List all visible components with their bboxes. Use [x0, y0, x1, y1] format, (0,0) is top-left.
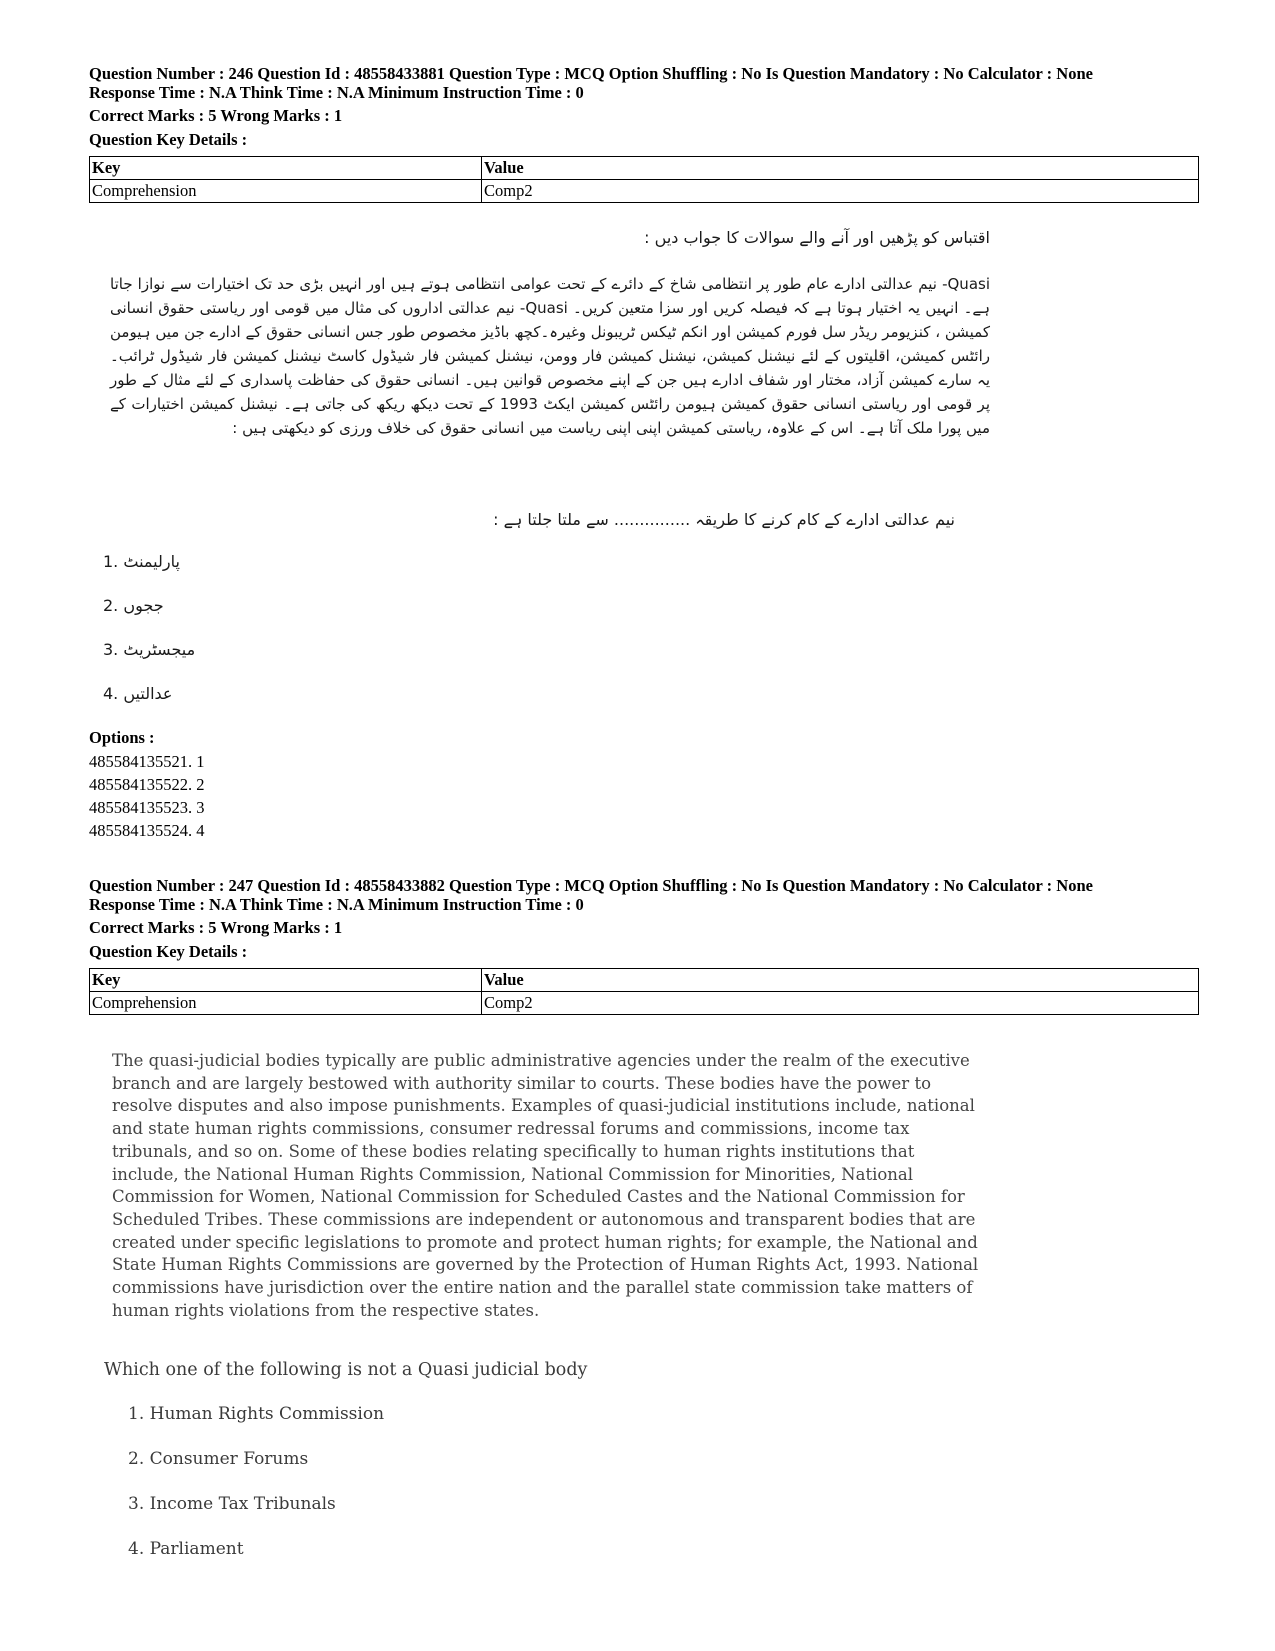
question-247-meta	[89, 876, 1199, 937]
english-choice-4: 4. Parliament	[128, 1539, 244, 1559]
english-question: Which one of the following is not a Quasi judicial body	[104, 1360, 588, 1380]
english-passage: The quasi-judicial bodies typically are public administrative agencies under the realm of the executive branch and are largely bestowed with authority similar to courts. These bodies have the power to resolve disputes and also impose punishments. Examples of quasi-judicial institutions include, national and state human rights commissions, consumer redressal forums and commissions, income tax tribunals, and so on. Some of these bodies relating specifically to human rights institutions that include, the National Human Rights Commission, National Commission for Minorities, National Commission for Women, National Commission for Scheduled Castes and the National Commission for Scheduled Tribes. These commissions are independent or autonomous and transparent bodies that are created under specific legislations to promote and protect human rights; for example, the National and State Human Rights Commissions are governed by the Protection of Human Rights Act, 1993. National commissions have jurisdiction over the entire nation and the parallel state commission take matters of human rights violations from the respective states.	[112, 1051, 979, 1320]
option-id-2: 485584135522. 2	[89, 775, 205, 794]
question-247-meta-line2: Response Time : N.A Think Time : N.A Minimum Instruction Time : 0	[89, 895, 584, 914]
question-247-key-details-label: Question Key Details :	[89, 942, 248, 961]
question-246-header	[89, 64, 1199, 203]
urdu-choice-2: 2. ججوں	[103, 596, 164, 615]
question-247-key-table	[89, 968, 1199, 1015]
option-id-1: 485584135521. 1	[89, 752, 205, 771]
value-header-cell: Value	[482, 969, 1199, 992]
key-table-row	[90, 180, 1199, 203]
option-id-3: 485584135523. 3	[89, 798, 205, 817]
key-table-row	[90, 992, 1199, 1015]
urdu-choice-1: 1. پارلیمنٹ	[103, 552, 180, 571]
question-246-meta-line2: Response Time : N.A Think Time : N.A Minimum Instruction Time : 0	[89, 83, 584, 102]
question-246-meta	[89, 64, 1199, 125]
question-246-key-table	[89, 156, 1199, 203]
key-table-header-row	[90, 969, 1199, 992]
question-247-meta-line1: Question Number : 247 Question Id : 48558433882 Question Type : MCQ Option Shuffling : No Is Question Mandatory : No Calculator : None	[89, 876, 1093, 895]
question-246-key-details-label: Question Key Details :	[89, 130, 248, 149]
urdu-question: نیم عدالتی ادارے کے کام کرنے کا طریقہ ............... سے ملتا جلتا ہے :	[493, 510, 955, 529]
key-cell: Comprehension	[90, 180, 482, 203]
question-247-header	[89, 876, 1199, 1015]
urdu-choice-4: 4. عدالتیں	[103, 684, 173, 703]
key-header-cell: Key	[90, 157, 482, 180]
urdu-passage: Quasi- نیم عدالتی ادارے عام طور پر انتظامی شاخ کے دائرے کے تحت عوامی انتظامی ہوتے ہیں اور انہیں بڑی حد تک اختیارات سے نوازا جاتا ہے۔ انہیں یہ اختیار ہوتا ہے کہ فیصلہ کریں اور سزا متعین کریں۔ Quasi- نیم عدالتی اداروں کی مثال میں قومی اور ریاستی حقوق انسانی کمیشن ، کنزیومر ریڈر سل فورم کمیشن اور انکم ٹیکس ٹریبونل وغیرہ۔کچھ باڈیز مخصوص طور جس انسانی حقوق کے ادارے جن میں ہیومن رائٹس کمیشن، اقلیتوں کے لئے نیشنل کمیشن، نیشنل کمیشن فار وومن، نیشنل کمیشن فار شیڈول کاسٹ نیشنل کمیشن فار شیڈول ٹرائب۔ یہ سارے کمیشن آزاد، مختار اور شفاف ادارے ہیں جن کے اپنے مخصوص قوانین ہیں۔ انسانی حقوق کی حفاظت پاسداری کے لئے مثال کے طور پر قومی اور ریاستی انسانی حقوق کمیشن ہیومن رائٹس کمیشن ایکٹ 1993 کے تحت دیکھ ریکھ کی جاتی ہے۔ نیشنل کمیشن اختیارات کے میں پورا ملک آتا ہے۔ اس کے علاوہ، ریاستی کمیشن اپنی اپنی ریاست میں انسانی حقوق کی خلاف ورزی کو دیکھتی ہیں :	[110, 275, 990, 437]
question-246-marks: Correct Marks : 5 Wrong Marks : 1	[89, 106, 343, 125]
option-id-4: 485584135524. 4	[89, 821, 205, 840]
key-table-header-row	[90, 157, 1199, 180]
value-cell: Comp2	[482, 992, 1199, 1015]
english-choice-3: 3. Income Tax Tribunals	[128, 1494, 336, 1514]
value-header-cell: Value	[482, 157, 1199, 180]
urdu-choice-3: 3. میجسٹریٹ	[103, 640, 196, 659]
options-label: Options :	[89, 728, 155, 747]
question-246-meta-line1: Question Number : 246 Question Id : 48558433881 Question Type : MCQ Option Shuffling : No Is Question Mandatory : No Calculator : None	[89, 64, 1093, 83]
english-choice-1: 1. Human Rights Commission	[128, 1404, 385, 1424]
key-cell: Comprehension	[90, 992, 482, 1015]
question-247-marks: Correct Marks : 5 Wrong Marks : 1	[89, 918, 343, 937]
value-cell: Comp2	[482, 180, 1199, 203]
english-choice-2: 2. Consumer Forums	[128, 1449, 309, 1469]
urdu-instruction: اقتباس کو پڑھیں اور آنے والے سوالات کا جواب دیں :	[644, 228, 990, 247]
key-header-cell: Key	[90, 969, 482, 992]
